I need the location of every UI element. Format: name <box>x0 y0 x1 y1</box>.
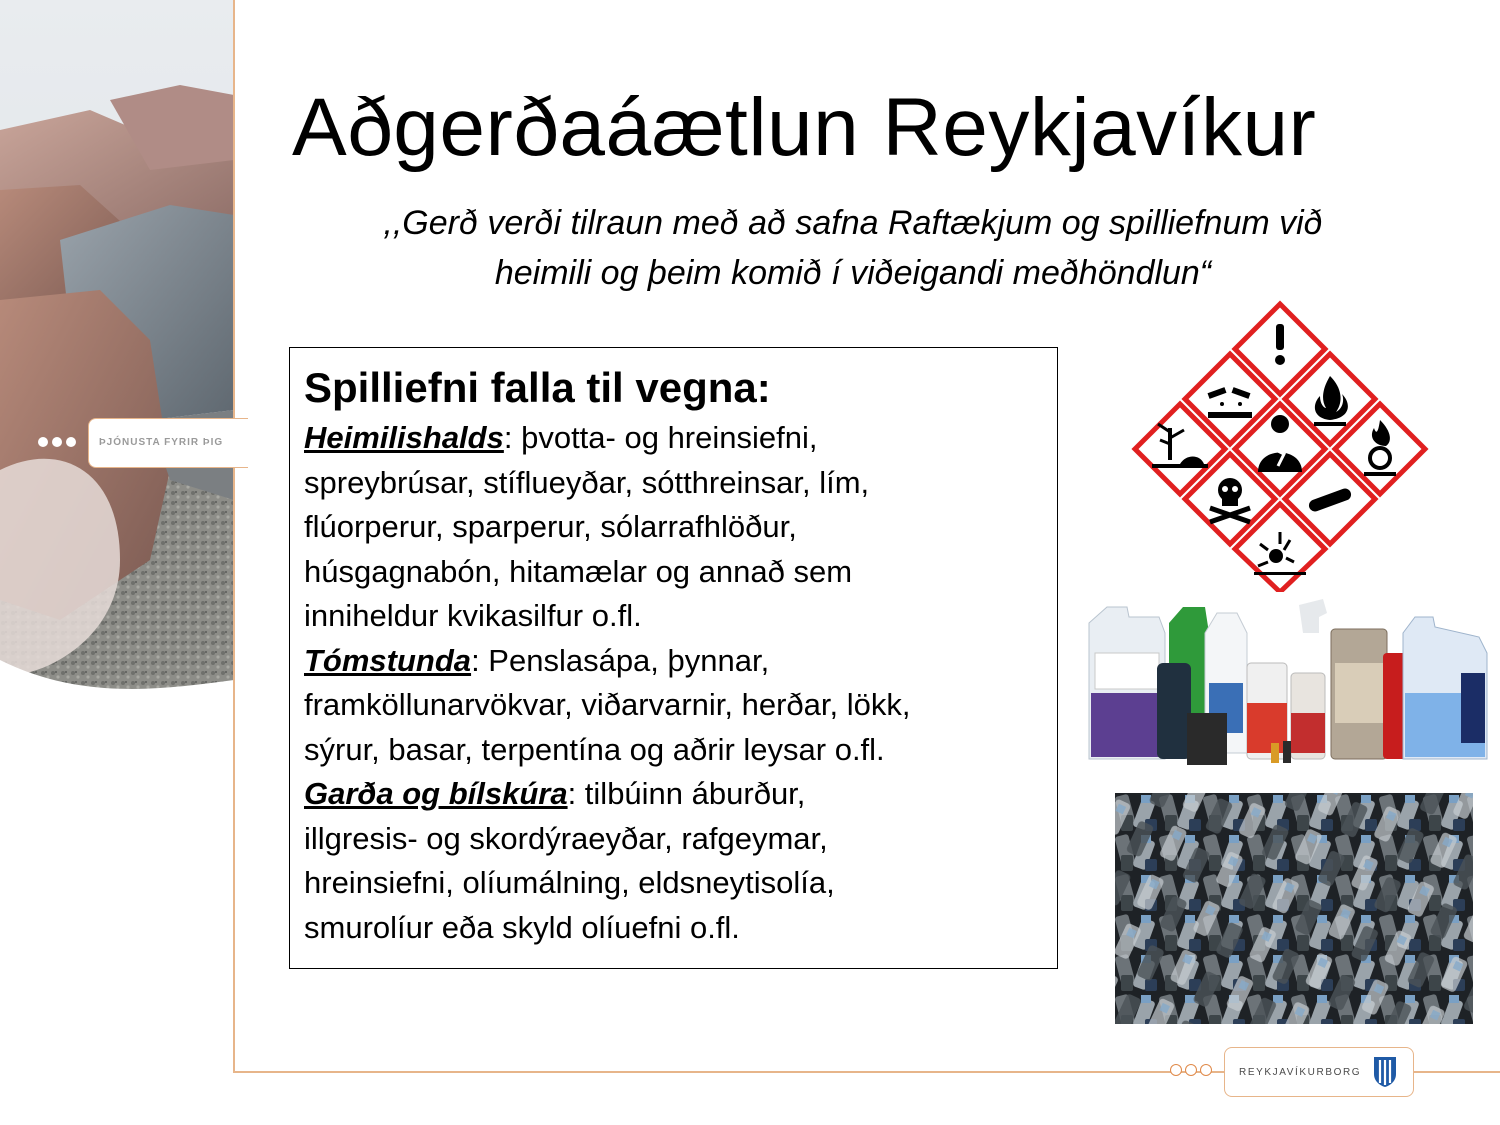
text-line: húsgagnabón, hitamælar og annað sem <box>304 553 853 589</box>
reykjavikurborg-logo <box>1224 1047 1414 1097</box>
category-lead: : tilbúinn áburður, <box>567 776 806 811</box>
frame-vertical-line <box>233 0 235 1072</box>
footer-dots <box>1170 1064 1212 1076</box>
quote-line-2: heimili og þeim komið í viðeigandi meðhöndlun“ <box>494 254 1212 292</box>
ghs-hazard-symbols <box>1130 300 1430 597</box>
logo-text: REYKJAVÍKURBORG <box>1239 1067 1362 1078</box>
side-dots <box>38 437 76 447</box>
text-line: flúorperur, sparperur, sólarrafhlöður, <box>304 509 797 544</box>
slide-title: Aðgerðaáætlun Reykjavíkur <box>292 82 1317 173</box>
text-line: smurolíur eða skyld olíuefni o.fl. <box>304 909 740 945</box>
textbox-heading: Spilliefni falla til vegna: <box>304 364 771 411</box>
category-label: Tómstunda <box>304 642 472 678</box>
text-line: inniheldur kvikasilfur o.fl. <box>304 598 642 633</box>
side-tab-label: ÞJÓNUSTA FYRIR ÞIG <box>99 437 224 448</box>
side-rocks-photo <box>0 0 234 1125</box>
section-hobby <box>304 639 1043 684</box>
category-lead: : þvotta- og hreinsiefni, <box>503 420 818 455</box>
old-mobile-phones-photo <box>1115 793 1473 1029</box>
text-line: hreinsiefni, olíumálning, eldsneytisolía, <box>304 865 835 900</box>
category-label: Garða og bílskúra <box>304 776 568 811</box>
slide-quote <box>268 198 1438 298</box>
text-line: spreybrúsar, stíflueyðar, sótthreinsar, lím, <box>304 464 870 500</box>
category-label: Heimilishalds <box>304 420 504 455</box>
text-line: framköllunarvökvar, viðarvarnir, herðar, lökk, <box>304 687 911 722</box>
hazardous-waste-textbox <box>289 347 1058 969</box>
category-lead: : Penslasápa, þynnar, <box>471 642 770 678</box>
section-household <box>304 416 1043 461</box>
side-tab <box>88 418 248 468</box>
quote-line-1: ,,Gerð verði tilraun með að safna Raftækjum og spilliefnum við <box>383 204 1323 242</box>
exclamation-hazard-icon <box>1275 324 1285 365</box>
reykjavik-shield-icon <box>1373 1056 1397 1088</box>
text-line: sýrur, basar, terpentína og aðrir leysar o.fl. <box>304 731 885 767</box>
text-line: illgresis- og skordýraeyðar, rafgeymar, <box>304 820 828 856</box>
chemical-bottles-photo <box>1087 593 1492 778</box>
section-garden-garage <box>304 772 1043 817</box>
